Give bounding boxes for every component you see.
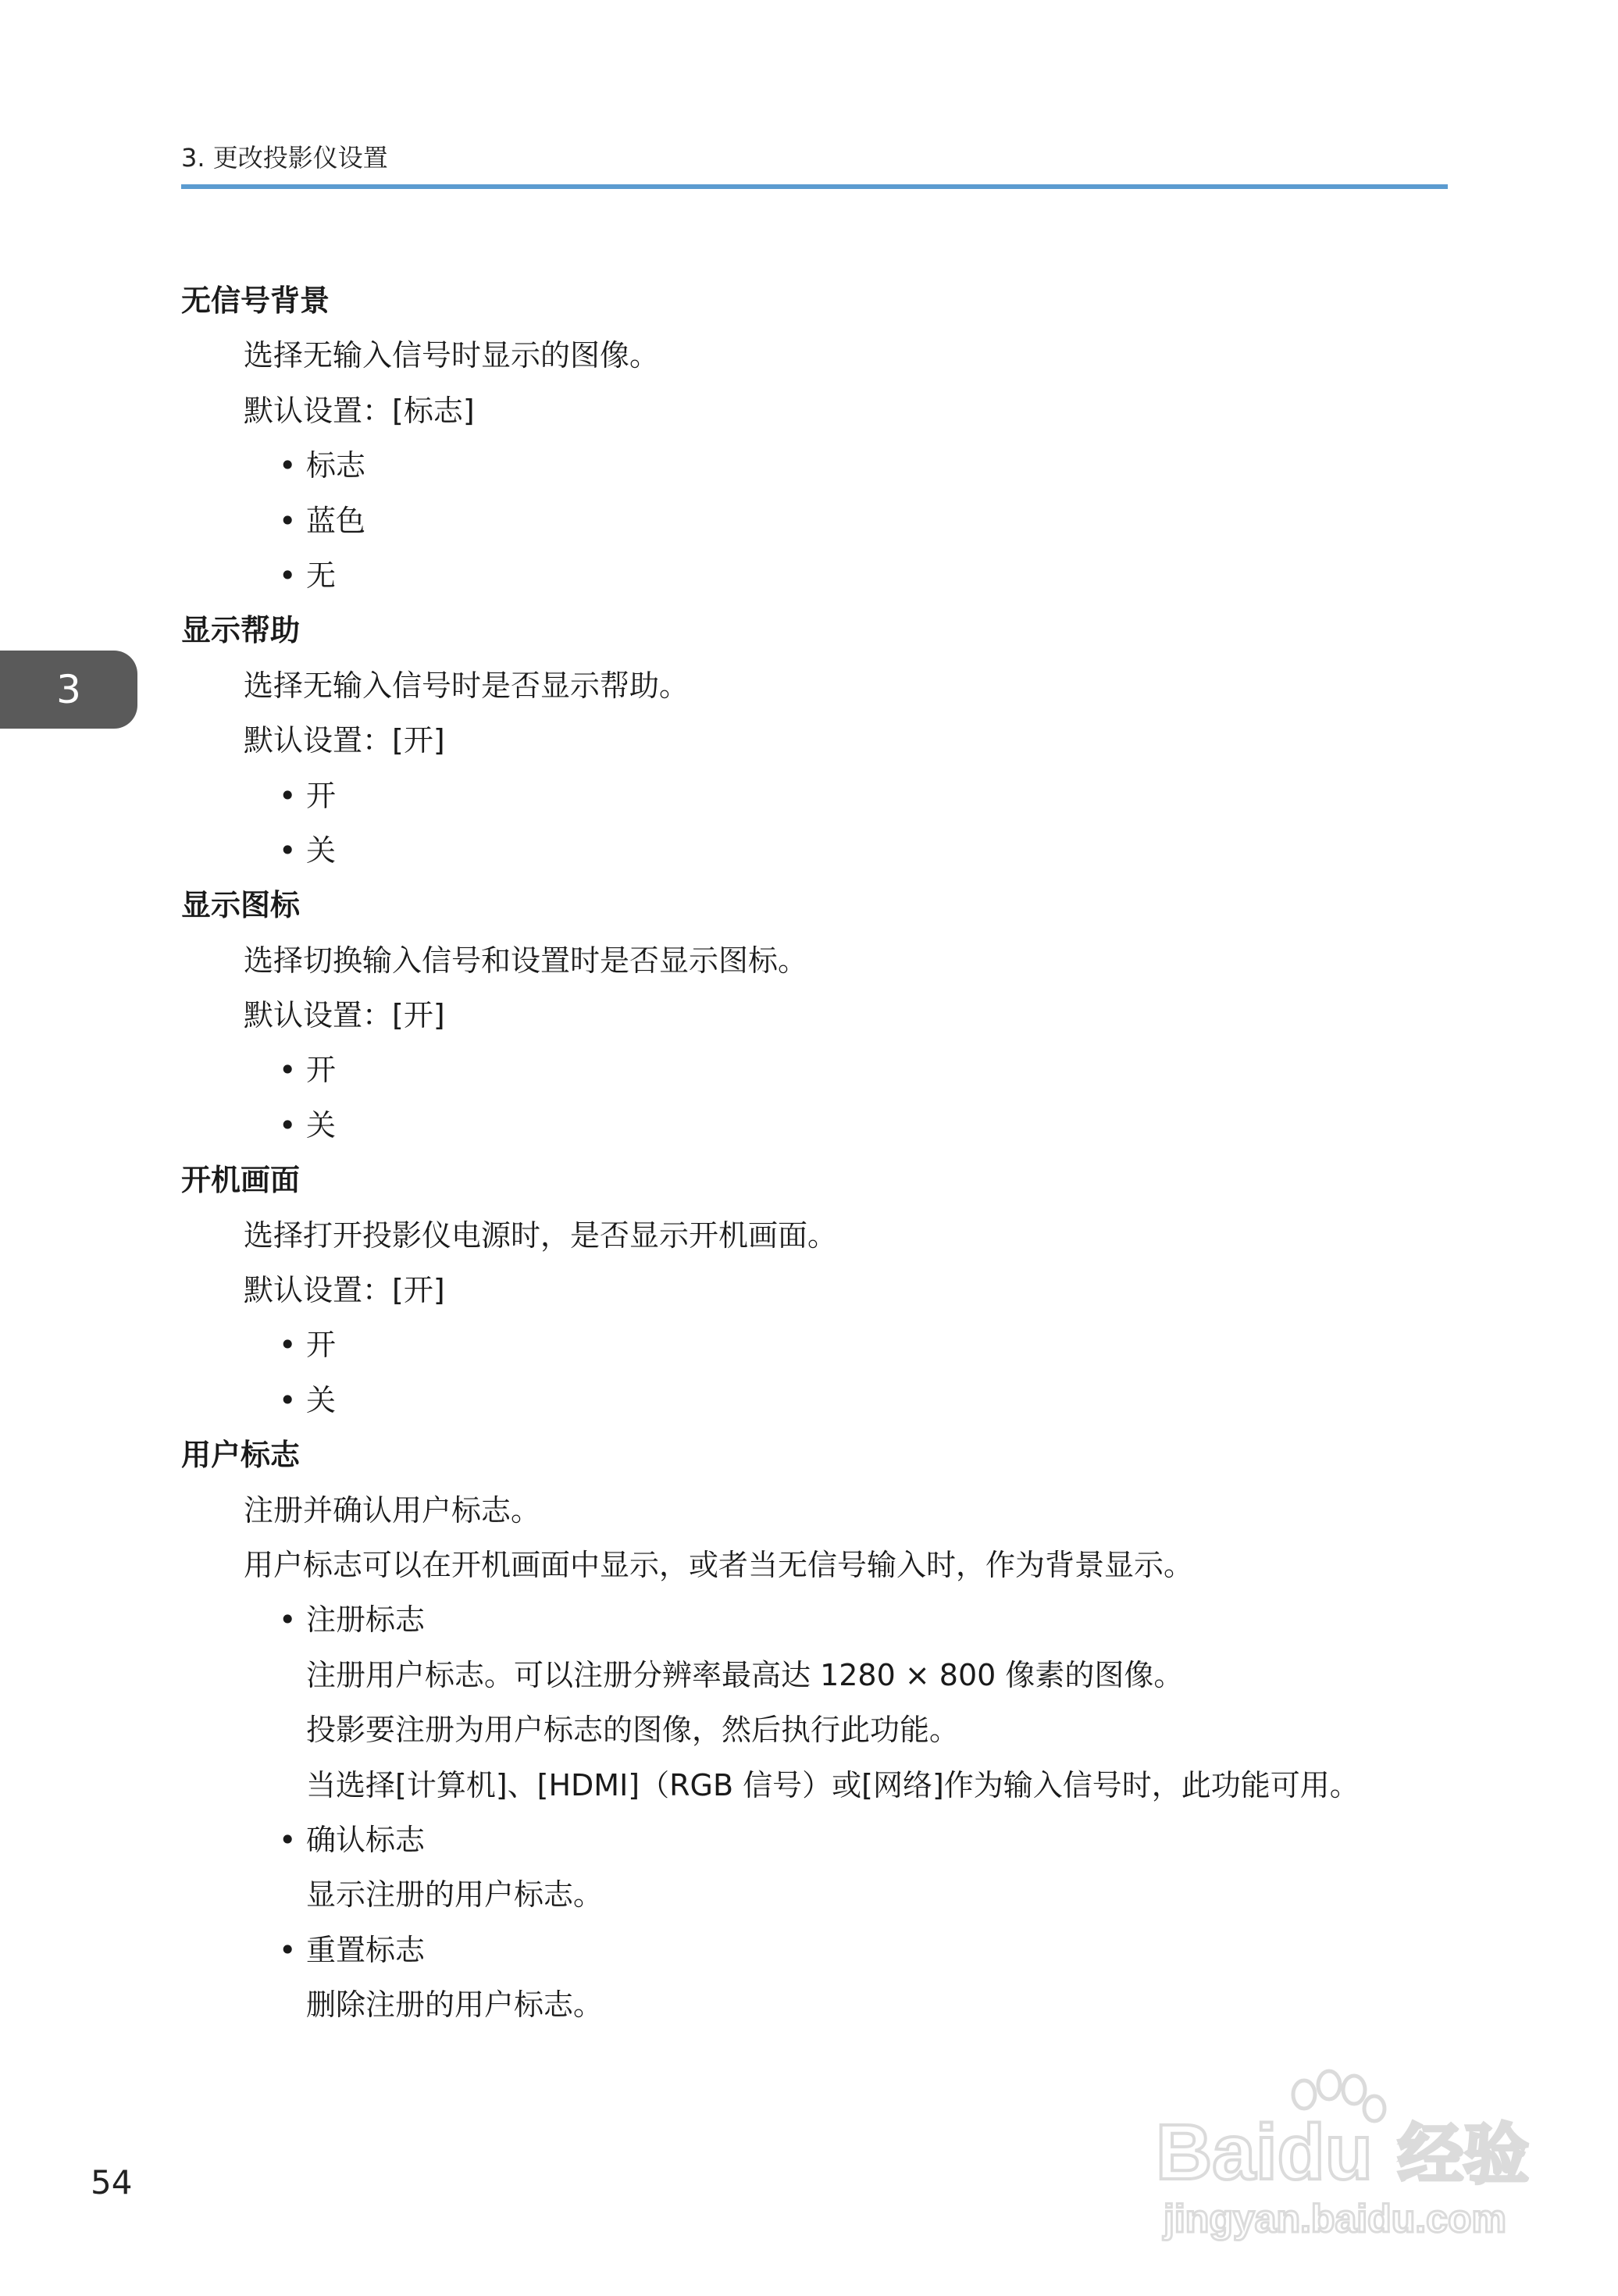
option-label: 蓝色 [306,503,366,538]
default-setting: 默认设置：[开] [244,723,445,758]
bullet-icon: • [279,1932,297,1967]
bullet-icon: • [279,1053,297,1088]
list-item [181,1923,1462,1977]
option-detail: 删除注册的用户标志。 [306,1988,604,2023]
section-description: 选择切换输入信号和设置时是否显示图标。 [244,943,808,978]
page-header [181,141,1448,189]
chapter-tab [0,651,137,729]
option-detail: 显示注册的用户标志。 [306,1877,604,1913]
section-heading: 用户标志 [181,1438,301,1473]
section-description: 选择无输入信号时是否显示帮助。 [244,668,690,703]
option-label: 开 [306,1328,337,1363]
section-heading: 显示帮助 [181,613,301,648]
option-detail: 投影要注册为用户标志的图像，然后执行此功能。 [306,1713,960,1748]
section-description: 选择无输入信号时显示的图像。 [244,338,660,373]
bullet-icon: • [279,1382,297,1417]
option-label: 开 [306,1053,337,1088]
option-label: 关 [306,832,337,868]
bullet-icon: • [279,778,297,813]
bullet-icon: • [279,558,297,593]
chapter-tab-number: 3 [56,667,81,712]
watermark-url: jingyan.baidu.com [1164,2197,1506,2241]
list-item [181,1813,1462,1867]
section-heading: 开机画面 [181,1163,301,1198]
list-item [181,548,1462,603]
page-number: 54 [91,2163,133,2202]
list-item [181,1373,1462,1428]
header-rule [181,184,1448,189]
option-label: 重置标志 [306,1932,426,1967]
default-setting: 默认设置：[开] [244,998,445,1033]
option-label: 关 [306,1107,337,1143]
list-item [181,823,1462,878]
option-label: 确认标志 [306,1822,426,1857]
section-description: 选择打开投影仪电源时，是否显示开机画面。 [244,1218,838,1253]
section-description: 用户标志可以在开机画面中显示，或者当无信号输入时，作为背景显示。 [244,1547,1194,1582]
bullet-icon: • [279,503,297,538]
watermark-brand: Baidu [1156,2109,1373,2196]
option-detail: 注册用户标志。可以注册分辨率最高达 1280 × 800 像素的图像。 [306,1657,1184,1692]
option-label: 关 [306,1382,337,1417]
list-item [181,438,1462,493]
option-detail: 当选择[计算机]、[HDMI]（RGB 信号）或[网络]作为输入信号时，此功能可用。 [306,1767,1360,1802]
list-item [181,1043,1462,1097]
default-setting: 默认设置：[标志] [244,393,475,428]
section-description: 注册并确认用户标志。 [244,1492,541,1528]
bullet-icon: • [279,832,297,868]
watermark-brand-cn: 经验 [1398,2116,1530,2193]
option-label: 标志 [306,448,366,483]
baidu-watermark [1148,2062,1538,2249]
list-item [181,768,1462,823]
default-setting: 默认设置：[开] [244,1273,445,1308]
list-item [181,1098,1462,1153]
list-item [181,1592,1462,1647]
option-label: 无 [306,558,337,593]
chapter-title: 3. 更改投影仪设置 [181,143,388,173]
option-label: 开 [306,778,337,813]
bullet-icon: • [279,1822,297,1857]
document-body [181,273,1462,2033]
list-item [181,494,1462,548]
bullet-icon: • [279,448,297,483]
section-heading: 无信号背景 [181,283,330,318]
bullet-icon: • [279,1107,297,1143]
option-label: 注册标志 [306,1603,426,1638]
section-heading: 显示图标 [181,888,301,923]
bullet-icon: • [279,1328,297,1363]
list-item [181,1317,1462,1372]
bullet-icon: • [279,1603,297,1638]
